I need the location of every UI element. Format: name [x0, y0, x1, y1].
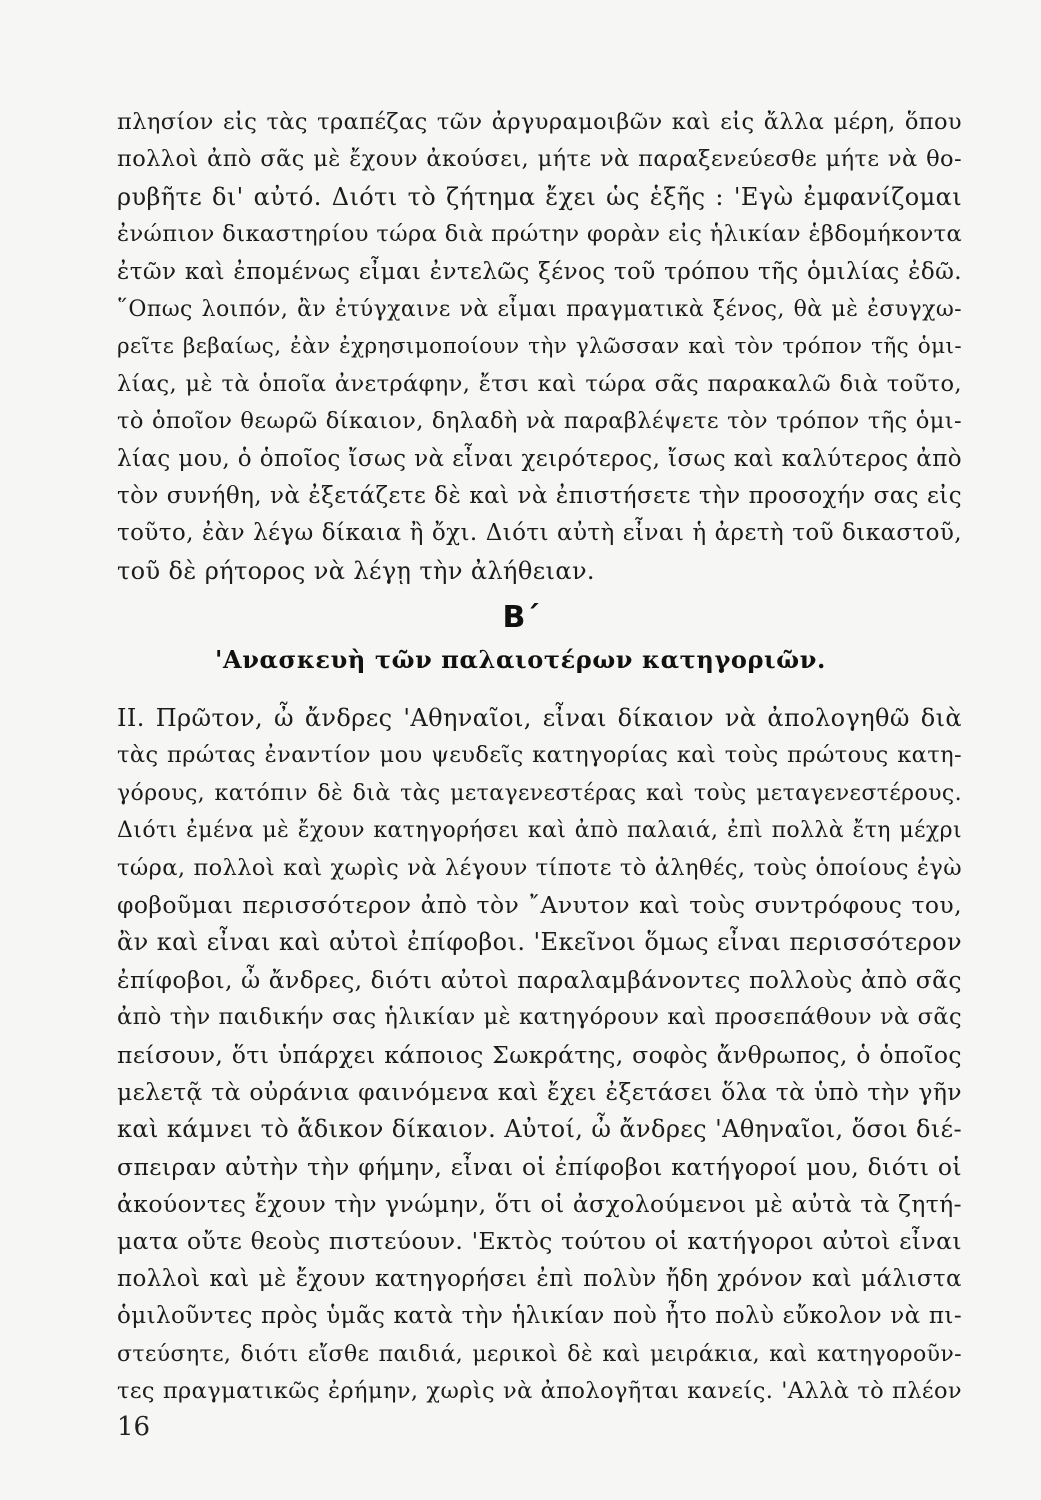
- text-line: στεύσητε, διότι εἴσθε παιδιά, μερικοὶ δὲ καὶ μειράκια, καὶ κατηγοροῦν-: [117, 1341, 962, 1367]
- text-line: τὸν συνήθη, νὰ ἐξετάζετε δὲ καὶ νὰ ἐπιστήσετε τὴν προσοχήν σας εἰς: [117, 482, 962, 509]
- text-line: τὰς πρώτας ἐναντίον μου ψευδεῖς κατηγορίας καὶ τοὺς πρώτους κατη-: [117, 742, 962, 769]
- text-line: λίας μου, ὁ ὁποῖος ἴσως νὰ εἶναι χειρότερος, ἴσως καὶ καλύτερος ἀπὸ: [117, 445, 962, 472]
- paragraph-1: [117, 104, 962, 590]
- text-line: τες πραγματικῶς ἐρήμην, χωρὶς νὰ ἀπολογῆται κανείς. 'Αλλὰ τὸ πλέον: [117, 1378, 962, 1405]
- page-number: 16: [117, 1412, 151, 1442]
- paragraph-2: [117, 700, 962, 1410]
- text-line: ἐπίφοβοι, ὦ ἄνδρες, διότι αὐτοὶ παραλαμβάνοντες πολλοὺς ἀπὸ σᾶς: [117, 965, 962, 994]
- text-line: Διότι ἐμένα μὲ ἔχουν κατηγορήσει καὶ ἀπὸ παλαιά, ἐπὶ πολλὰ ἔτη μέχρι: [117, 818, 962, 844]
- text-line: ρυβῆτε δι' αὐτό. Διότι τὸ ζήτημα ἔχει ὡς ἑξῆς : 'Εγὼ ἐμφανίζομαι: [117, 182, 962, 211]
- text-line: πλησίον εἰς τὰς τραπέζας τῶν ἀργυραμοιβῶν καὶ εἰς ἄλλα μέρη, ὅπου: [117, 109, 962, 135]
- text-line: ἀπὸ τὴν παιδικήν σας ἡλικίαν μὲ κατηγόρουν καὶ προσεπάθουν νὰ σᾶς: [117, 1004, 962, 1031]
- text-line: ματα οὔτε θεοὺς πιστεύουν. 'Εκτὸς τούτου οἱ κατήγοροι αὐτοὶ εἶναι: [117, 1227, 962, 1256]
- text-line: ἐνώπιον δικαστηρίου τώρα διὰ πρώτην φορὰν εἰς ἡλικίαν ἑβδομήκοντα: [117, 221, 963, 248]
- section-letter: Β΄: [502, 600, 539, 635]
- text-line: τώρα, πολλοὶ καὶ χωρὶς νὰ λέγουν τίποτε τὸ ἀληθές, τοὺς ὁποίους ἐγὼ: [117, 854, 962, 881]
- text-line: σπειραν αὐτὴν τὴν φήμην, εἶναι οἱ ἐπίφοβοι κατήγοροί μου, διότι οἱ: [117, 1152, 962, 1181]
- text-line: ὁμιλοῦντες πρὸς ὑμᾶς κατὰ τὴν ἡλικίαν ποὺ ἦτο πολὺ εὔκολον νὰ πι-: [117, 1303, 962, 1330]
- text-line: ῞Οπως λοιπόν, ἂν ἐτύγχαινε νὰ εἶμαι πραγματικὰ ξένος, θὰ μὲ ἐσυγχω-: [117, 296, 962, 322]
- text-line: καὶ κάμνει τὸ ἄδικον δίκαιον. Αὐτοί, ὦ ἄνδρες 'Αθηναῖοι, ὅσοι διέ-: [117, 1115, 962, 1144]
- text-line: τὸ ὁποῖον θεωρῶ δίκαιον, δηλαδὴ νὰ παραβλέψετε τὸν τρόπον τῆς ὁμι-: [117, 408, 962, 435]
- text-line: φοβοῦμαι περισσότερον ἀπὸ τὸν ῎Ανυτον καὶ τοὺς συντρόφους του,: [117, 890, 962, 919]
- text-line: τοῦτο, ἐὰν λέγω δίκαια ἢ ὄχι. Διότι αὐτὴ εἶναι ἡ ἀρετὴ τοῦ δικαστοῦ,: [117, 520, 962, 547]
- text-line: ΙΙ. Πρῶτον, ὦ ἄνδρες 'Αθηναῖοι, εἶναι δίκαιον νὰ ἀπολογηθῶ διὰ: [117, 704, 962, 732]
- text-line: ἀκούοντες ἔχουν τὴν γνώμην, ὅτι οἱ ἀσχολούμενοι μὲ αὐτὰ τὰ ζητή-: [117, 1190, 962, 1219]
- section-title: 'Ανασκευὴ τῶν παλαιοτέρων κατηγοριῶν.: [215, 645, 826, 674]
- text-line: ἂν καὶ εἶναι καὶ αὐτοὶ ἐπίφοβοι. 'Εκεῖνοι ὅμως εἶναι περισσότερον: [117, 928, 962, 957]
- text-line: ρεῖτε βεβαίως, ἐὰν ἐχρησιμοποίουν τὴν γλῶσσαν καὶ τὸν τρόπον τῆς ὁμι-: [117, 334, 962, 360]
- text-line: γόρους, κατόπιν δὲ διὰ τὰς μεταγενεστέρας καὶ τοὺς μεταγενεστέρους.: [117, 780, 962, 806]
- text-line: ἐτῶν καὶ ἐπομένως εἶμαι ἐντελῶς ξένος τοῦ τρόπου τῆς ὁμιλίας ἐδῶ.: [117, 258, 962, 285]
- text-line: λίας, μὲ τὰ ὁποῖα ἀνετράφην, ἔτσι καὶ τώρα σᾶς παρακαλῶ διὰ τοῦτο,: [117, 370, 962, 397]
- text-line: μελετᾷ τὰ οὐράνια φαινόμενα καὶ ἔχει ἐξετάσει ὅλα τὰ ὑπὸ τὴν γῆν: [117, 1077, 962, 1106]
- text-line: πολλοὶ καὶ μὲ ἔχουν κατηγορήσει ἐπὶ πολὺν ἤδη χρόνον καὶ μάλιστα: [117, 1265, 962, 1292]
- text-line: τοῦ δὲ ρήτορος νὰ λέγῃ τὴν ἀλήθειαν.: [117, 556, 595, 585]
- text-line: πολλοὶ ἀπὸ σᾶς μὲ ἔχουν ἀκούσει, μήτε νὰ παραξενεύεσθε μήτε νὰ θο-: [117, 146, 962, 173]
- text-line: πείσουν, ὅτι ὑπάρχει κάποιος Σωκράτης, σοφὸς ἄνθρωπος, ὁ ὁποῖος: [117, 1040, 962, 1069]
